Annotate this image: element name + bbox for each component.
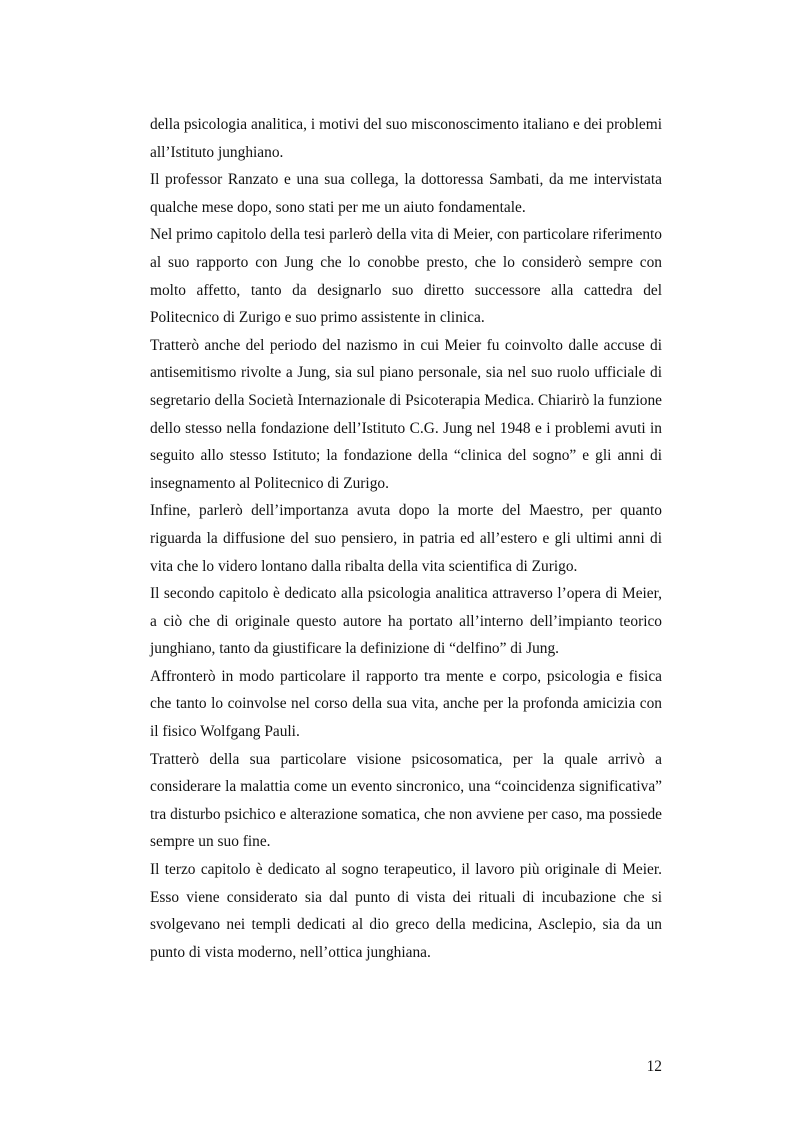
paragraph: Tratterò della sua particolare visione psicosomatica, per la quale arrivò a considerare la malattia come un evento sincronico, una “coincidenza significativa” tra disturbo psichico e alterazione somatica, che non avviene per caso, ma possiede sempre un suo fine. <box>150 750 662 851</box>
paragraph: Il secondo capitolo è dedicato alla psicologia analitica attraverso l’opera di Meier, a ciò che di originale questo autore ha portato all’interno dell’impianto teorico junghiano, tanto da giustificare la definizione di “delfino” di Jung. <box>150 585 662 658</box>
paragraph: della psicologia analitica, i motivi del suo misconoscimento italiano e dei problemi all’Istituto junghiano. <box>150 116 662 161</box>
paragraph: Il terzo capitolo è dedicato al sogno terapeutico, il lavoro più originale di Meier. Esso viene considerato sia dal punto di vista dei rituali di incubazione che si svolgevano nei templi dedicati al dio greco della medicina, Asclepio, sia da un punto di vista moderno, nell’ottica junghiana. <box>150 861 662 961</box>
body-text <box>150 111 662 966</box>
page-number: 12 <box>646 1058 662 1075</box>
paragraph: Infine, parlerò dell’importanza avuta dopo la morte del Maestro, per quanto riguarda la diffusione del suo pensiero, in patria ed all’estero e gli ultimi anni di vita che lo videro lontano dalla ribalta della vita scientifica di Zurigo. <box>150 502 662 575</box>
paragraph: Affronterò in modo particolare il rapporto tra mente e corpo, psicologia e fisica che tanto lo coinvolse nel corso della sua vita, anche per la profonda amicizia con il fisico Wolfgang Pauli. <box>150 667 662 741</box>
paragraph: Il professor Ranzato e una sua collega, la dottoressa Sambati, da me intervistata qualche mese dopo, sono stati per me un aiuto fondamentale. <box>150 171 662 216</box>
paragraph: Nel primo capitolo della tesi parlerò della vita di Meier, con particolare riferimento al suo rapporto con Jung che lo conobbe presto, che lo considerò sempre con molto affetto, tanto da designarlo suo diretto successore alla cattedra del Politecnico di Zurigo e suo primo assistente in clinica. <box>150 226 662 327</box>
paragraph: Tratterò anche del periodo del nazismo in cui Meier fu coinvolto dalle accuse di antisemitismo rivolte a Jung, sia sul piano personale, sia nel suo ruolo ufficiale di segretario della Società Internazionale di Psicoterapia Medica. Chiarirò la funzione dello stesso nella fondazione dell’Istituto C.G. Jung nel 1948 e i problemi avuti in seguito allo stesso Istituto; la fondazione della “clinica del sogno” e gli anni di insegnamento al Politecnico di Zurigo. <box>150 336 662 492</box>
